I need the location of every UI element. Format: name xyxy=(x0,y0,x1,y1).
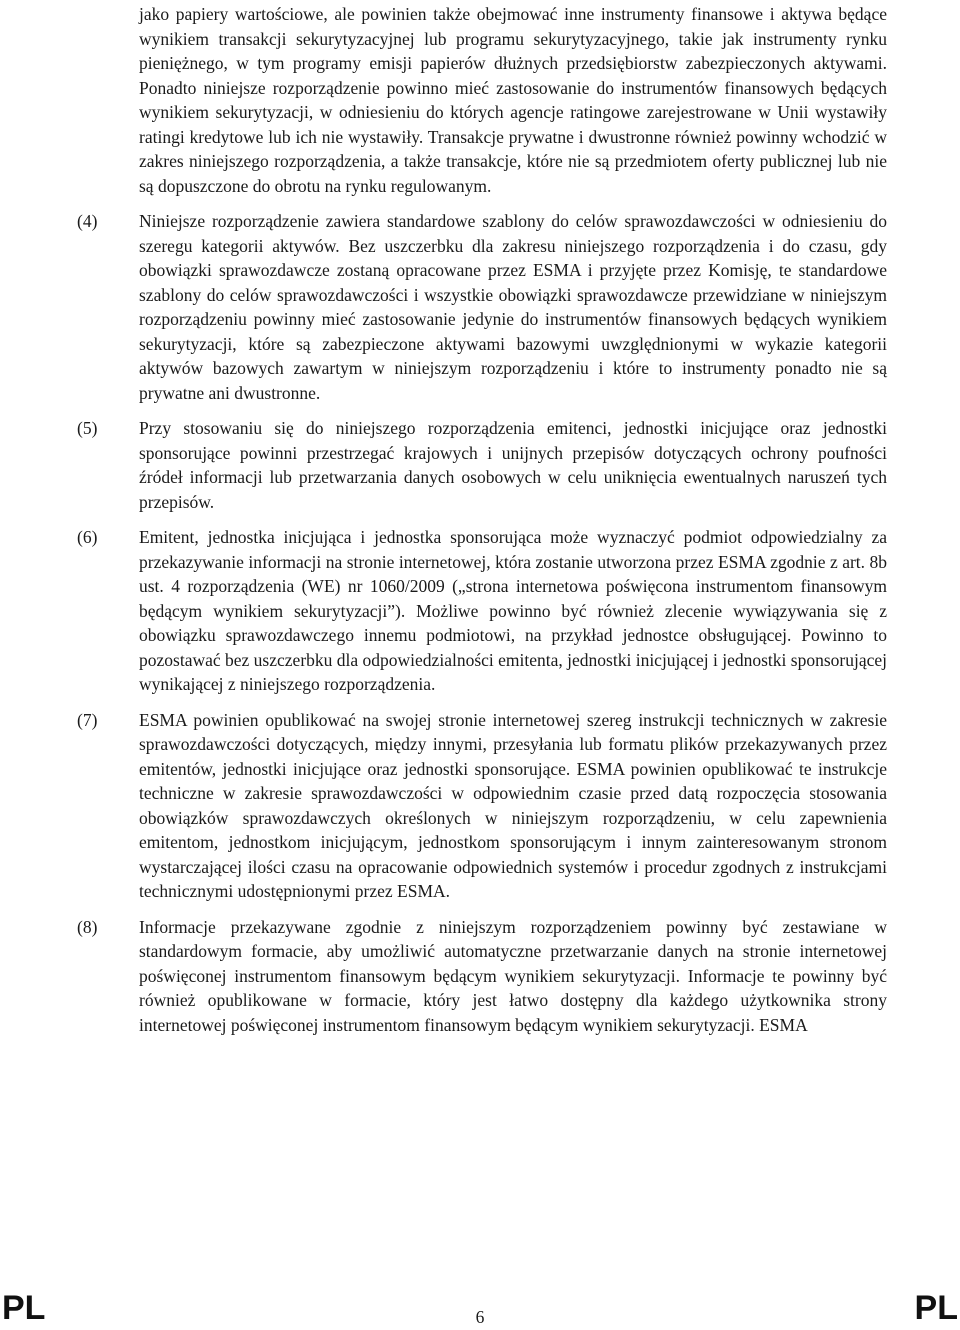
paragraph-number: (7) xyxy=(77,709,98,730)
paragraph-text: Informacje przekazywane zgodnie z niniejszym rozporządzeniem powinny być zestawiane w standardowym formacie, aby umożliwić automatyczne przetwarzanie danych na stronie internetowej poświęconej instrumentom finansowym będącym wynikiem sekurytyzacji. Informacje te powinny być również opublikowane w formacie, który jest łatwo dostępny dla każdego użytkownika strony internetowej poświęconej instrumentom finansowym będącym wynikiem sekurytyzacji. ESMA xyxy=(139,916,887,1035)
footer-language-code-right: PL xyxy=(914,1289,958,1327)
paragraph-8 xyxy=(77,915,887,1038)
paragraph-continuation xyxy=(77,2,887,198)
paragraph-number: (4) xyxy=(77,211,98,231)
paragraph-number: (8) xyxy=(77,916,98,937)
page-number: 6 xyxy=(475,1307,485,1327)
paragraph-5 xyxy=(77,416,887,514)
paragraph-text: Emitent, jednostka inicjująca i jednostka sponsorująca może wyznaczyć podmiot odpowiedzialny za przekazywanie informacji na stronie internetowej, która zostanie utworzona przez ESMA zgodnie z art. 8b ust. 4 rozporządzenia (WE) nr 1060/2009 („strona internetowa poświęcona instrumentom finansowym będącym wynikiem sekurytyzacji”). Możliwe powinno być również zlecenie wywiązywania się z obowiązku sprawozdawczego innemu podmiotowi, na przykład jednostce obsługującej. Powinno to pozostawać bez uszczerbku dla odpowiedzialności emitenta, jednostki inicjującej i jednostki sponsorującej wynikającej z niniejszego rozporządzenia. xyxy=(139,527,887,694)
document-body xyxy=(77,2,887,1037)
paragraph-7 xyxy=(77,708,887,904)
paragraph-number: (5) xyxy=(77,418,98,438)
paragraph-text: ESMA powinien opublikować na swojej stronie internetowej szereg instrukcji technicznych w zakresie sprawozdawczości dotyczących, między innymi, przesyłania lub formatu plików przekazywanych przez emitentów, jednostki inicjujące oraz jednostki sponsorujące. ESMA powinien opublikować te instrukcje techniczne w zakresie sprawozdawczości w odpowiednim czasie przed datą rozpoczęcia stosowania obowiązków sprawozdawczych określonych w niniejszym rozporządzeniu, w celu zapewnienia emitentom, jednostkom inicjującym, jednostkom sponsorującym i innym zainteresowanym stronom wystarczającej ilości czasu na opracowanie odpowiednich systemów i procedur zgodnych z instrukcjami technicznymi udostępnionymi przez ESMA. xyxy=(139,709,887,901)
paragraph-text: Przy stosowaniu się do niniejszego rozporządzenia emitenci, jednostki inicjujące oraz jednostki sponsorujące powinni przestrzegać krajowych i unijnych przepisów dotyczących ochrony poufności źródeł informacji lub przetwarzania danych osobowych w celu uniknięcia ewentualnych naruszeń tych przepisów. xyxy=(139,418,887,512)
paragraph-text: Niniejsze rozporządzenie zawiera standardowe szablony do celów sprawozdawczości w odniesieniu do szeregu kategorii aktywów. Bez uszczerbku dla zakresu niniejszego rozporządzenia i do czasu, gdy obowiązki sprawozdawcze zostaną opracowane przez ESMA i przyjęte przez Komisję, te standardowe szablony do celów sprawozdawczości i wszystkie obowiązki sprawozdawcze przewidziane w niniejszym rozporządzeniu powinny mieć zastosowanie jedynie do instrumentów finansowych będących wynikiem sekurytyzacji, które są zabezpieczone aktywami bazowymi uwzględnionymi w wykazie kategorii aktywów bazowych zawartym w niniejszym rozporządzeniu i które to instrumenty ponadto nie są prywatne ani dwustronne. xyxy=(139,211,887,403)
footer-language-code-left: PL xyxy=(2,1289,46,1327)
paragraph-number: (6) xyxy=(77,527,98,547)
paragraph-6 xyxy=(77,525,887,697)
paragraph-4 xyxy=(77,209,887,405)
paragraph-text: jako papiery wartościowe, ale powinien także obejmować inne instrumenty finansowe i aktywa będące wynikiem transakcji sekurytyzacyjnej lub programu sekurytyzacyjnego, takie jak instrumenty rynku pieniężnego, w tym programy emisji papierów dłużnych przedsiębiorstw zabezpieczonych aktywami. Ponadto niniejsze rozporządzenie powinno mieć zastosowanie do instrumentów finansowych będących wynikiem sekurytyzacji, w odniesieniu do których agencje ratingowe zarejestrowane w Unii wystawiły ratingi kredytowe lub ich nie wystawiły. Transakcje prywatne i dwustronne również powinny wchodzić w zakres niniejszego rozporządzenia, a także transakcje, które nie są przedmiotem oferty publicznej lub nie są dopuszczone do obrotu na rynku regulowanym. xyxy=(139,4,887,196)
